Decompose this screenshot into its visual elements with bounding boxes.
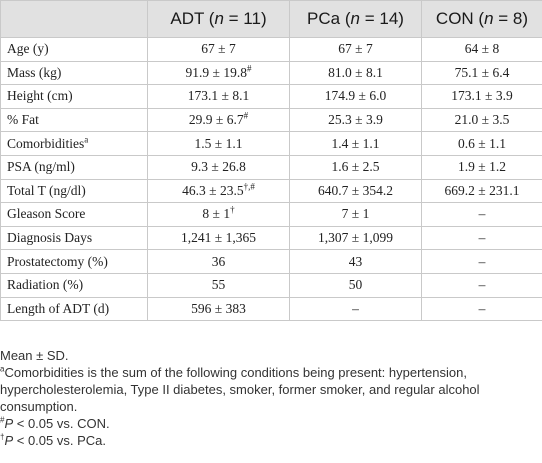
table-row — [1, 132, 542, 156]
header-pca-prefix: PCa ( — [307, 9, 351, 28]
row-label — [1, 297, 148, 321]
cell-adt — [148, 132, 290, 156]
cell-adt-value: 173.1 ± 8.1 — [187, 88, 250, 104]
header-adt-prefix: ADT ( — [170, 9, 215, 28]
footnote-mean-sd: Mean ± SD. — [0, 348, 69, 363]
footnote-a-text: Comorbidities is the sum of the following conditions being present: hypertension, hypercholesterolemia, Type II diabetes, smoker, former smoker, and regular alcohol consumption. — [0, 365, 480, 414]
row-label-text: Gleason Score — [7, 206, 86, 222]
cell-adt-value: 9.3 ± 26.8 — [191, 159, 246, 175]
cell-adt — [148, 250, 290, 274]
cell-con: 669.2 ± 231.1 — [422, 179, 542, 203]
row-label-text: % Fat — [7, 112, 39, 128]
table-header — [1, 1, 542, 38]
header-con — [422, 1, 542, 38]
table-body — [1, 38, 542, 321]
row-label — [1, 132, 148, 156]
row-label — [1, 179, 148, 203]
row-label — [1, 250, 148, 274]
row-label — [1, 203, 148, 227]
cell-adt — [148, 108, 290, 132]
cell-adt-value: 91.9 ± 19.8 — [185, 64, 247, 80]
row-label — [1, 38, 148, 62]
footnote-hash-mark: # — [0, 415, 5, 425]
header-adt-count: = 11) — [223, 9, 267, 28]
row-label — [1, 155, 148, 179]
table-row — [1, 61, 542, 85]
header-corner — [1, 1, 148, 38]
cell-adt-footnote-mark: †,# — [243, 181, 255, 192]
cell-adt-value: 596 ± 383 — [191, 300, 246, 316]
cell-pca: 7 ± 1 — [290, 203, 422, 227]
row-label-text: PSA (ng/ml) — [7, 159, 75, 175]
footnote-a-mark: a — [0, 364, 5, 374]
cell-adt — [148, 226, 290, 250]
cell-con: – — [422, 226, 542, 250]
row-label-text: Mass (kg) — [7, 64, 62, 80]
table-row — [1, 38, 542, 62]
table-row — [1, 273, 542, 297]
cell-con: 64 ± 8 — [422, 38, 542, 62]
cell-adt-footnote-mark: † — [230, 204, 235, 215]
row-label-text: Height (cm) — [7, 88, 73, 104]
cell-adt-value: 67 ± 7 — [201, 41, 236, 57]
cell-adt-footnote-mark: # — [243, 110, 249, 121]
cell-pca: 1.6 ± 2.5 — [290, 155, 422, 179]
table-row — [1, 297, 542, 321]
table-row — [1, 155, 542, 179]
cell-con: 1.9 ± 1.2 — [422, 155, 542, 179]
cell-con: 75.1 ± 6.4 — [422, 61, 542, 85]
cell-adt — [148, 61, 290, 85]
header-pca — [290, 1, 422, 38]
cell-adt — [148, 155, 290, 179]
cell-adt — [148, 203, 290, 227]
header-pca-count: = 14) — [359, 9, 404, 28]
footnote-hash — [0, 415, 540, 432]
cell-adt — [148, 273, 290, 297]
header-con-count: = 8) — [493, 9, 529, 28]
header-adt-n: n — [214, 9, 224, 28]
row-label-text: Age (y) — [7, 41, 49, 57]
cell-adt — [148, 85, 290, 109]
row-label — [1, 226, 148, 250]
header-row — [1, 1, 542, 38]
cell-pca: 174.9 ± 6.0 — [290, 85, 422, 109]
cell-adt-value: 46.3 ± 23.5 — [182, 182, 244, 198]
cell-pca: 67 ± 7 — [290, 38, 422, 62]
header-adt — [148, 1, 290, 38]
cell-adt-value: 1,241 ± 1,365 — [181, 230, 256, 246]
cell-pca: 640.7 ± 354.2 — [290, 179, 422, 203]
cell-adt-value: 1.5 ± 1.1 — [194, 135, 243, 151]
row-label-text: Length of ADT (d) — [7, 300, 110, 316]
footnote-hash-p: P — [4, 416, 14, 431]
header-con-n: n — [484, 9, 494, 28]
row-label-text: Comorbidities — [7, 135, 85, 151]
row-label — [1, 85, 148, 109]
footnote-dagger-text: < 0.05 vs. PCa. — [13, 433, 106, 448]
footnote-dagger-p: P — [4, 433, 14, 448]
table-row — [1, 203, 542, 227]
cell-con: – — [422, 250, 542, 274]
row-label — [1, 108, 148, 132]
row-label-text: Radiation (%) — [7, 277, 84, 293]
cell-adt-value: 36 — [211, 253, 226, 269]
cell-pca: 1,307 ± 1,099 — [290, 226, 422, 250]
cell-adt — [148, 297, 290, 321]
footnote-dagger-mark: † — [0, 432, 5, 442]
cell-pca: 43 — [290, 250, 422, 274]
footnote-dagger — [0, 432, 540, 449]
row-label-text: Total T (ng/dl) — [7, 182, 86, 198]
row-label — [1, 273, 148, 297]
row-label-text: Diagnosis Days — [7, 230, 93, 246]
table-row — [1, 108, 542, 132]
cell-adt-value: 8 ± 1 — [202, 206, 231, 222]
table-row — [1, 85, 542, 109]
cell-con: – — [422, 297, 542, 321]
cell-pca: – — [290, 297, 422, 321]
cell-pca: 50 — [290, 273, 422, 297]
cell-pca: 1.4 ± 1.1 — [290, 132, 422, 156]
footnote-hash-text: < 0.05 vs. CON. — [13, 416, 110, 431]
table-row — [1, 179, 542, 203]
cell-con: 0.6 ± 1.1 — [422, 132, 542, 156]
cell-con: 173.1 ± 3.9 — [422, 85, 542, 109]
row-label-footnote-mark: a — [84, 134, 89, 145]
cell-con: – — [422, 203, 542, 227]
footnote-a — [0, 364, 540, 415]
header-pca-n: n — [350, 9, 360, 28]
cell-adt-footnote-mark: # — [246, 63, 252, 74]
header-con-prefix: CON ( — [435, 9, 485, 28]
table-row — [1, 226, 542, 250]
cell-pca: 25.3 ± 3.9 — [290, 108, 422, 132]
table-row — [1, 250, 542, 274]
cell-pca: 81.0 ± 8.1 — [290, 61, 422, 85]
row-label — [1, 61, 148, 85]
cell-adt-value: 29.9 ± 6.7 — [188, 112, 244, 128]
row-label-text: Prostatectomy (%) — [7, 253, 108, 269]
cell-adt — [148, 179, 290, 203]
cell-adt — [148, 38, 290, 62]
cell-adt-value: 55 — [211, 277, 226, 293]
cell-con: 21.0 ± 3.5 — [422, 108, 542, 132]
table-footnotes — [0, 337, 540, 449]
cell-con: – — [422, 273, 542, 297]
